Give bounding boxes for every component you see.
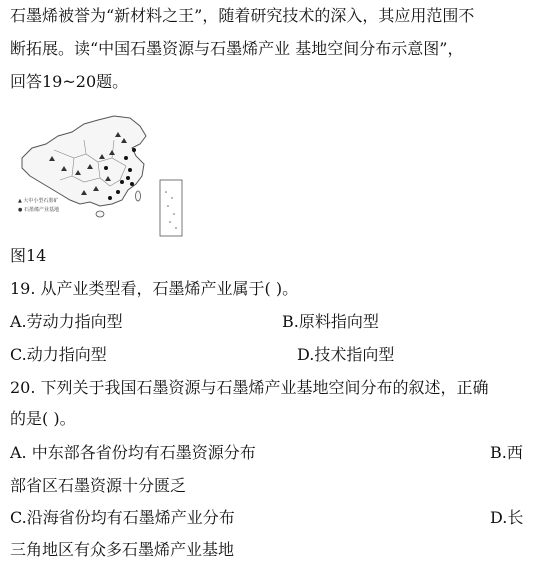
china-map-figure [14, 110, 184, 240]
q20-option-d-start[interactable]: D.长 [490, 508, 524, 527]
q19-option-a[interactable]: A.劳动力指向型 [10, 312, 123, 331]
hainan-island [96, 211, 104, 217]
intro-line-3: 回答19~20题。 [10, 72, 129, 91]
intro-line-2: 断拓展。读“中国石墨资源与石墨烯产业 基地空间分布示意图”， [10, 39, 464, 58]
taiwan-island [136, 191, 141, 201]
legend-deposits: ▲ 大中小型石墨矿 [18, 198, 59, 204]
q20-option-b-start[interactable]: B.西 [490, 443, 523, 462]
q20-option-c[interactable]: C.沿海省份均有石墨烯产业分布 [10, 508, 235, 527]
q19-option-c[interactable]: C.动力指向型 [10, 345, 107, 364]
q20-option-d-end[interactable]: 三角地区有众多石墨烯产业基地 [10, 540, 235, 559]
q20-option-a[interactable]: A. 中东部各省份均有石墨资源分布 [10, 443, 256, 462]
q19-option-b[interactable]: B.原料指向型 [282, 312, 379, 331]
legend-bases: ● 石墨烯产业基地 [18, 207, 59, 213]
south-china-sea-inset [160, 180, 182, 236]
intro-line-1: 石墨烯被誉为“新材料之王”，随着研究技术的深入，其应用范围不 [10, 6, 475, 25]
figure-caption: 图14 [10, 246, 47, 265]
q20-stem-line-1: 20. 下列关于我国石墨资源与石墨烯产业基地空间分布的叙述，正确 [10, 378, 489, 397]
china-map [14, 110, 184, 240]
q20-option-b-end[interactable]: 部省区石墨资源十分匮乏 [10, 476, 187, 495]
q19-stem: 19. 从产业类型看，石墨烯产业属于( )。 [10, 279, 299, 298]
q20-stem-line-2: 的是( )。 [10, 409, 76, 428]
q19-option-d[interactable]: D.技术指向型 [297, 345, 395, 364]
